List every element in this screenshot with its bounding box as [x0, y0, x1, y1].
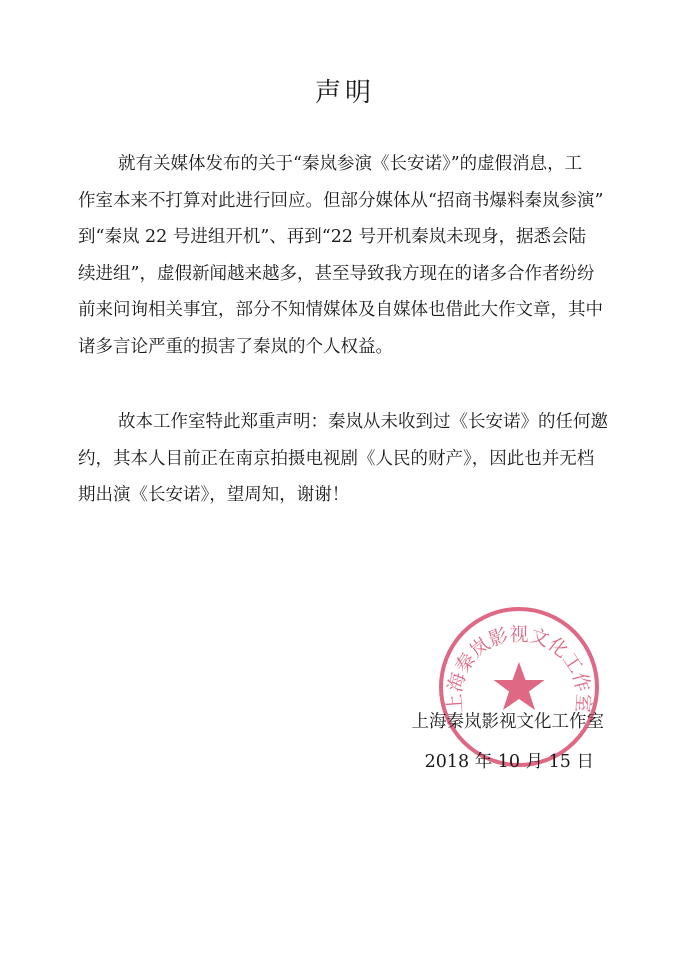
paragraph-line: 就有关媒体发布的关于“秦岚参演《长安诺》”的虚假消息，工	[118, 154, 583, 174]
paragraph-line: 故本工作室特此郑重声明：秦岚从未收到过《长安诺》的任何邀	[118, 412, 608, 432]
paragraph-line: 诸多言论严重的损害了秦岚的个人权益。	[78, 336, 393, 357]
paragraph-line: 到“秦岚 22 号进组开机”、再到“22 号开机秦岚未现身，据悉会陆	[78, 227, 587, 247]
paragraph-line: 作室本来不打算对此进行回应。但部分媒体从“招商书爆料秦岚参演”	[78, 190, 604, 211]
signature-date: 2018 年 10 月 15 日	[424, 752, 594, 772]
statement-paragraph-2	[78, 404, 608, 514]
paragraph-line: 约，其本人目前正在南京拍摄电视剧《人民的财产》，因此也并无档	[78, 448, 595, 469]
seal-text: 上海秦岚影视文化工作室	[443, 623, 595, 714]
document-title: 声明	[314, 78, 375, 108]
star-icon	[494, 662, 545, 710]
paragraph-line: 前来问询相关事宜，部分不知情媒体及自媒体也借此大作文章，其中	[78, 300, 603, 320]
statement-paragraph-1	[78, 146, 608, 365]
paragraph-line: 续进组”，虚假新闻越来越多，甚至导致我方现在的诸多合作者纷纷	[78, 263, 595, 284]
signer-name: 上海秦岚影视文化工作室	[411, 712, 604, 732]
company-seal-stamp	[436, 604, 602, 770]
paragraph-line: 期出演《长安诺》，望周知，谢谢！	[78, 485, 350, 505]
